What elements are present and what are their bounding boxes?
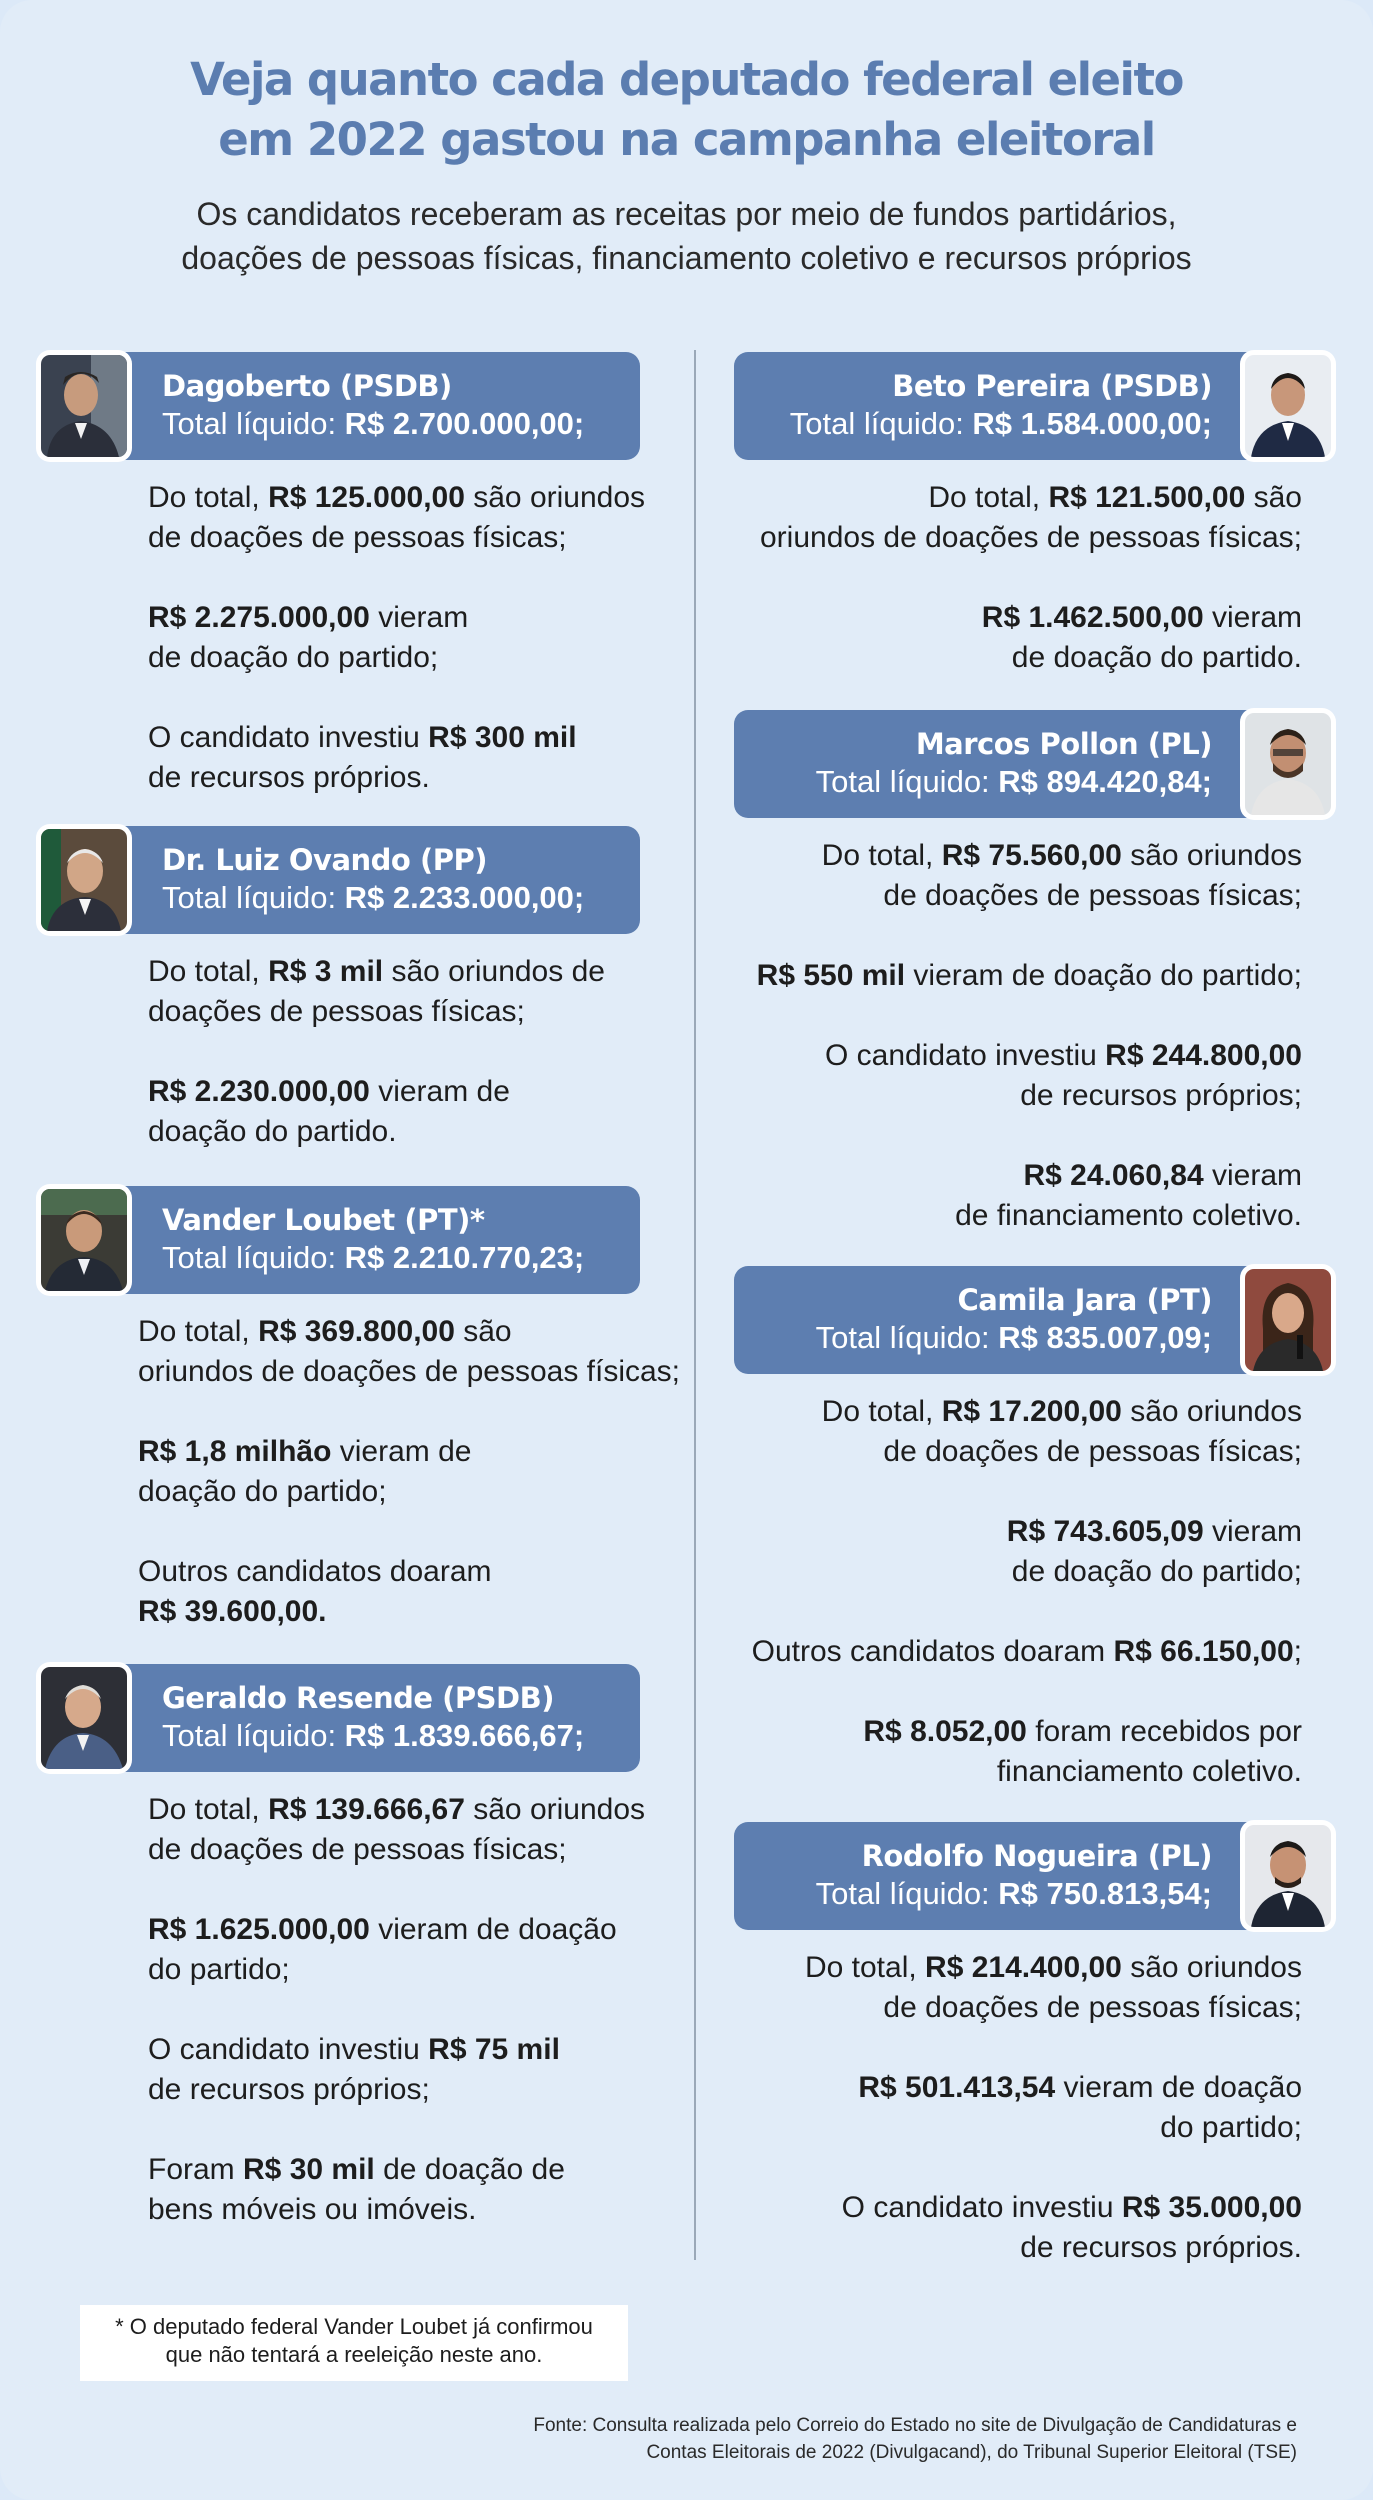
candidate-name: Camila Jara (PT): [957, 1283, 1212, 1317]
detail-paragraph: [742, 1712, 1302, 1792]
amount-text: R$ 1.462.500,00: [981, 601, 1204, 634]
candidate-total: [816, 762, 1212, 802]
candidate-total: [162, 878, 584, 918]
candidate-total: [816, 1874, 1212, 1914]
candidate-name: Dr. Luiz Ovando (PP): [162, 843, 487, 877]
total-label: Total líquido:: [162, 1240, 345, 1275]
person-portrait-icon: [41, 829, 127, 931]
detail-text: O candidato investiu: [824, 1039, 1106, 1072]
detail-text: O candidato investiu: [148, 721, 429, 754]
amount-text: R$ 501.413,54: [858, 2071, 1056, 2104]
total-label: Total líquido:: [789, 406, 973, 441]
candidate-details: [148, 478, 668, 838]
detail-text: bens móveis ou imóveis.: [148, 2193, 477, 2226]
person-portrait-icon: [1245, 1269, 1331, 1371]
detail-text: são oriundos de: [383, 955, 605, 988]
detail-text: Outros candidatos doaram: [751, 1635, 1114, 1668]
detail-text: Do total,: [821, 839, 942, 872]
detail-text: do partido;: [148, 1953, 290, 1986]
detail-text: Do total,: [148, 1793, 269, 1826]
candidate-name: Vander Loubet (PT)*: [162, 1203, 485, 1237]
detail-text: de recursos próprios;: [1020, 1079, 1302, 1112]
detail-paragraph: [148, 952, 668, 1032]
person-portrait-icon: [41, 1667, 127, 1769]
candidate-details: [742, 836, 1302, 1276]
detail-paragraph: [148, 1790, 668, 1870]
detail-text: são oriundos: [1121, 839, 1302, 872]
candidate-photo: [36, 350, 132, 462]
detail-paragraph: [742, 956, 1302, 996]
detail-text: Do total,: [148, 481, 269, 514]
amount-text: R$ 66.150,00: [1113, 1635, 1294, 1668]
footnote-line-1: * O deputado federal Vander Loubet já confirmou: [115, 2314, 593, 2339]
detail-text: são oriundos: [1121, 1951, 1302, 1984]
amount-text: R$ 369.800,00: [258, 1315, 455, 1348]
page-title: [0, 50, 1373, 170]
candidate-name: Geraldo Resende (PSDB): [162, 1681, 554, 1715]
detail-paragraph: [148, 2030, 668, 2110]
amount-text: R$ 35.000,00: [1121, 2191, 1302, 2224]
total-label: Total líquido:: [815, 1876, 999, 1911]
detail-paragraph: [742, 478, 1302, 558]
detail-paragraph: [742, 1948, 1302, 2028]
detail-paragraph: [742, 836, 1302, 916]
detail-text: vieram de: [369, 1075, 510, 1108]
detail-text: são: [1245, 481, 1302, 514]
detail-paragraph: [742, 1632, 1302, 1672]
person-portrait-icon: [41, 1189, 127, 1291]
detail-paragraph: [742, 598, 1302, 678]
detail-text: de doações de pessoas físicas;: [148, 521, 567, 554]
detail-text: de recursos próprios.: [1020, 2231, 1302, 2264]
candidate-total: [162, 1716, 584, 1756]
candidate-name: Beto Pereira (PSDB): [892, 369, 1212, 403]
detail-text: de recursos próprios.: [148, 761, 430, 794]
candidate-photo: [1240, 1264, 1336, 1376]
detail-text: doação do partido;: [138, 1475, 387, 1508]
total-value: R$ 1.839.666,67;: [344, 1718, 585, 1753]
detail-text: são: [454, 1315, 512, 1348]
amount-text: R$ 125.000,00: [268, 481, 465, 514]
detail-text: do partido;: [1160, 2111, 1302, 2144]
total-value: R$ 2.700.000,00;: [344, 406, 585, 441]
detail-text: ;: [1293, 1635, 1302, 1668]
candidate-details: [148, 952, 668, 1192]
amount-text: R$ 300 mil: [428, 721, 577, 754]
total-value: R$ 2.233.000,00;: [344, 880, 585, 915]
amount-text: R$ 30 mil: [243, 2153, 375, 2186]
detail-text: são oriundos: [464, 1793, 646, 1826]
person-portrait-icon: [1245, 713, 1331, 815]
page-subtitle: [0, 192, 1373, 280]
title-line-2: em 2022 gastou na campanha eleitoral: [218, 113, 1155, 166]
amount-text: R$ 75.560,00: [941, 839, 1122, 872]
detail-text: Do total,: [821, 1395, 942, 1428]
candidate-name: Marcos Pollon (PL): [915, 727, 1212, 761]
detail-paragraph: [148, 478, 668, 558]
detail-text: oriundos de doações de pessoas físicas;: [138, 1355, 681, 1388]
detail-text: Do total,: [138, 1315, 259, 1348]
detail-text: de doações de pessoas físicas;: [883, 879, 1302, 912]
detail-text: vieram de doação: [369, 1913, 617, 1946]
detail-paragraph: [138, 1312, 698, 1392]
candidate-photo: [36, 1184, 132, 1296]
person-portrait-icon: [41, 355, 127, 457]
detail-text: Do total,: [928, 481, 1049, 514]
subtitle-line-2: doações de pessoas físicas, financiamento coletivo e recursos próprios: [181, 240, 1192, 276]
detail-text: vieram: [1203, 1159, 1302, 1192]
detail-paragraph: [742, 1512, 1302, 1592]
candidate-photo: [1240, 708, 1336, 820]
footnote-box: [80, 2305, 628, 2381]
detail-text: de doação do partido.: [1011, 641, 1302, 674]
candidate-total: [790, 404, 1212, 444]
source-line-1: Fonte: Consulta realizada pelo Correio do Estado no site de Divulgação de Candidaturas e: [533, 2415, 1297, 2436]
detail-text: vieram: [369, 601, 469, 634]
candidate-photo: [1240, 1820, 1336, 1932]
amount-text: R$ 17.200,00: [941, 1395, 1122, 1428]
column-divider: [694, 350, 696, 2260]
detail-text: financiamento coletivo.: [996, 1755, 1302, 1788]
candidate-total: [162, 404, 584, 444]
detail-paragraph: [148, 598, 668, 678]
source-line-2: Contas Eleitorais de 2022 (Divulgacand), do Tribunal Superior Eleitoral (TSE): [646, 2442, 1297, 2463]
detail-text: foram recebidos por: [1026, 1715, 1302, 1748]
source-note: [397, 2412, 1297, 2466]
amount-text: R$ 214.400,00: [925, 1951, 1122, 1984]
total-value: R$ 2.210.770,23;: [344, 1240, 585, 1275]
detail-paragraph: [148, 1910, 668, 1990]
person-portrait-icon: [1245, 1825, 1331, 1927]
detail-text: vieram: [1203, 601, 1302, 634]
total-label: Total líquido:: [162, 880, 345, 915]
amount-text: R$ 2.275.000,00: [148, 601, 370, 634]
amount-text: R$ 24.060,84: [1023, 1159, 1204, 1192]
detail-text: vieram de: [331, 1435, 472, 1468]
detail-text: Foram: [148, 2153, 244, 2186]
amount-text: R$ 139.666,67: [268, 1793, 465, 1826]
candidate-details: [742, 1948, 1302, 2308]
candidate-details: [138, 1312, 698, 1672]
total-value: R$ 1.584.000,00;: [972, 406, 1212, 441]
detail-paragraph: [148, 2150, 668, 2230]
candidate-details: [742, 478, 1302, 718]
detail-text: vieram de doação: [1055, 2071, 1302, 2104]
amount-text: R$ 550 mil: [756, 959, 906, 992]
amount-text: R$ 244.800,00: [1105, 1039, 1302, 1072]
detail-paragraph: [148, 718, 668, 798]
detail-text: de doações de pessoas físicas;: [883, 1435, 1302, 1468]
total-value: R$ 835.007,09;: [998, 1320, 1212, 1355]
detail-text: doação do partido.: [148, 1115, 397, 1148]
detail-text: doações de pessoas físicas;: [148, 995, 525, 1028]
detail-paragraph: [138, 1432, 698, 1512]
candidate-total: [162, 1238, 584, 1278]
detail-text: de doação do partido;: [1011, 1555, 1302, 1588]
amount-text: R$ 1,8 milhão: [138, 1435, 332, 1468]
detail-paragraph: [742, 1392, 1302, 1472]
amount-text: R$ 39.600,00.: [138, 1595, 327, 1628]
detail-paragraph: [138, 1552, 698, 1632]
detail-text: Outros candidatos doaram: [138, 1555, 492, 1588]
title-line-1: Veja quanto cada deputado federal eleito: [190, 53, 1183, 106]
detail-text: de doações de pessoas físicas;: [148, 1833, 567, 1866]
amount-text: R$ 1.625.000,00: [148, 1913, 370, 1946]
candidate-total: [816, 1318, 1212, 1358]
detail-text: são oriundos: [464, 481, 646, 514]
detail-text: Do total,: [148, 955, 269, 988]
total-label: Total líquido:: [815, 764, 999, 799]
detail-paragraph: [742, 2068, 1302, 2148]
detail-text: oriundos de doações de pessoas físicas;: [759, 521, 1302, 554]
total-label: Total líquido:: [815, 1320, 999, 1355]
subtitle-line-1: Os candidatos receberam as receitas por meio de fundos partidários,: [196, 196, 1177, 232]
detail-text: são oriundos: [1121, 1395, 1302, 1428]
detail-text: de doação do partido;: [148, 641, 439, 674]
detail-text: vieram de doação do partido;: [905, 959, 1302, 992]
detail-paragraph: [742, 1036, 1302, 1116]
amount-text: R$ 743.605,09: [1006, 1515, 1204, 1548]
total-label: Total líquido:: [162, 406, 345, 441]
amount-text: R$ 2.230.000,00: [148, 1075, 370, 1108]
detail-text: O candidato investiu: [841, 2191, 1122, 2224]
amount-text: R$ 8.052,00: [863, 1715, 1027, 1748]
detail-text: Do total,: [804, 1951, 926, 1984]
amount-text: R$ 121.500,00: [1048, 481, 1246, 514]
candidate-details: [148, 1790, 668, 2270]
amount-text: R$ 75 mil: [428, 2033, 560, 2066]
detail-paragraph: [742, 1156, 1302, 1236]
candidate-name: Rodolfo Nogueira (PL): [861, 1839, 1212, 1873]
detail-paragraph: [148, 1072, 668, 1152]
candidate-photo: [1240, 350, 1336, 462]
person-portrait-icon: [1245, 355, 1331, 457]
footnote-line-2: que não tentará a reeleição neste ano.: [165, 2342, 543, 2367]
detail-text: de doação de: [374, 2153, 565, 2186]
detail-text: vieram: [1203, 1515, 1302, 1548]
total-value: R$ 894.420,84;: [998, 764, 1212, 799]
total-label: Total líquido:: [162, 1718, 345, 1753]
amount-text: R$ 3 mil: [268, 955, 384, 988]
detail-text: de recursos próprios;: [148, 2073, 430, 2106]
total-value: R$ 750.813,54;: [998, 1876, 1212, 1911]
candidate-photo: [36, 824, 132, 936]
detail-paragraph: [742, 2188, 1302, 2268]
candidate-details: [742, 1392, 1302, 1832]
detail-text: O candidato investiu: [148, 2033, 429, 2066]
candidate-name: Dagoberto (PSDB): [162, 369, 452, 403]
detail-text: de financiamento coletivo.: [955, 1199, 1302, 1232]
detail-text: de doações de pessoas físicas;: [883, 1991, 1302, 2024]
candidate-photo: [36, 1662, 132, 1774]
